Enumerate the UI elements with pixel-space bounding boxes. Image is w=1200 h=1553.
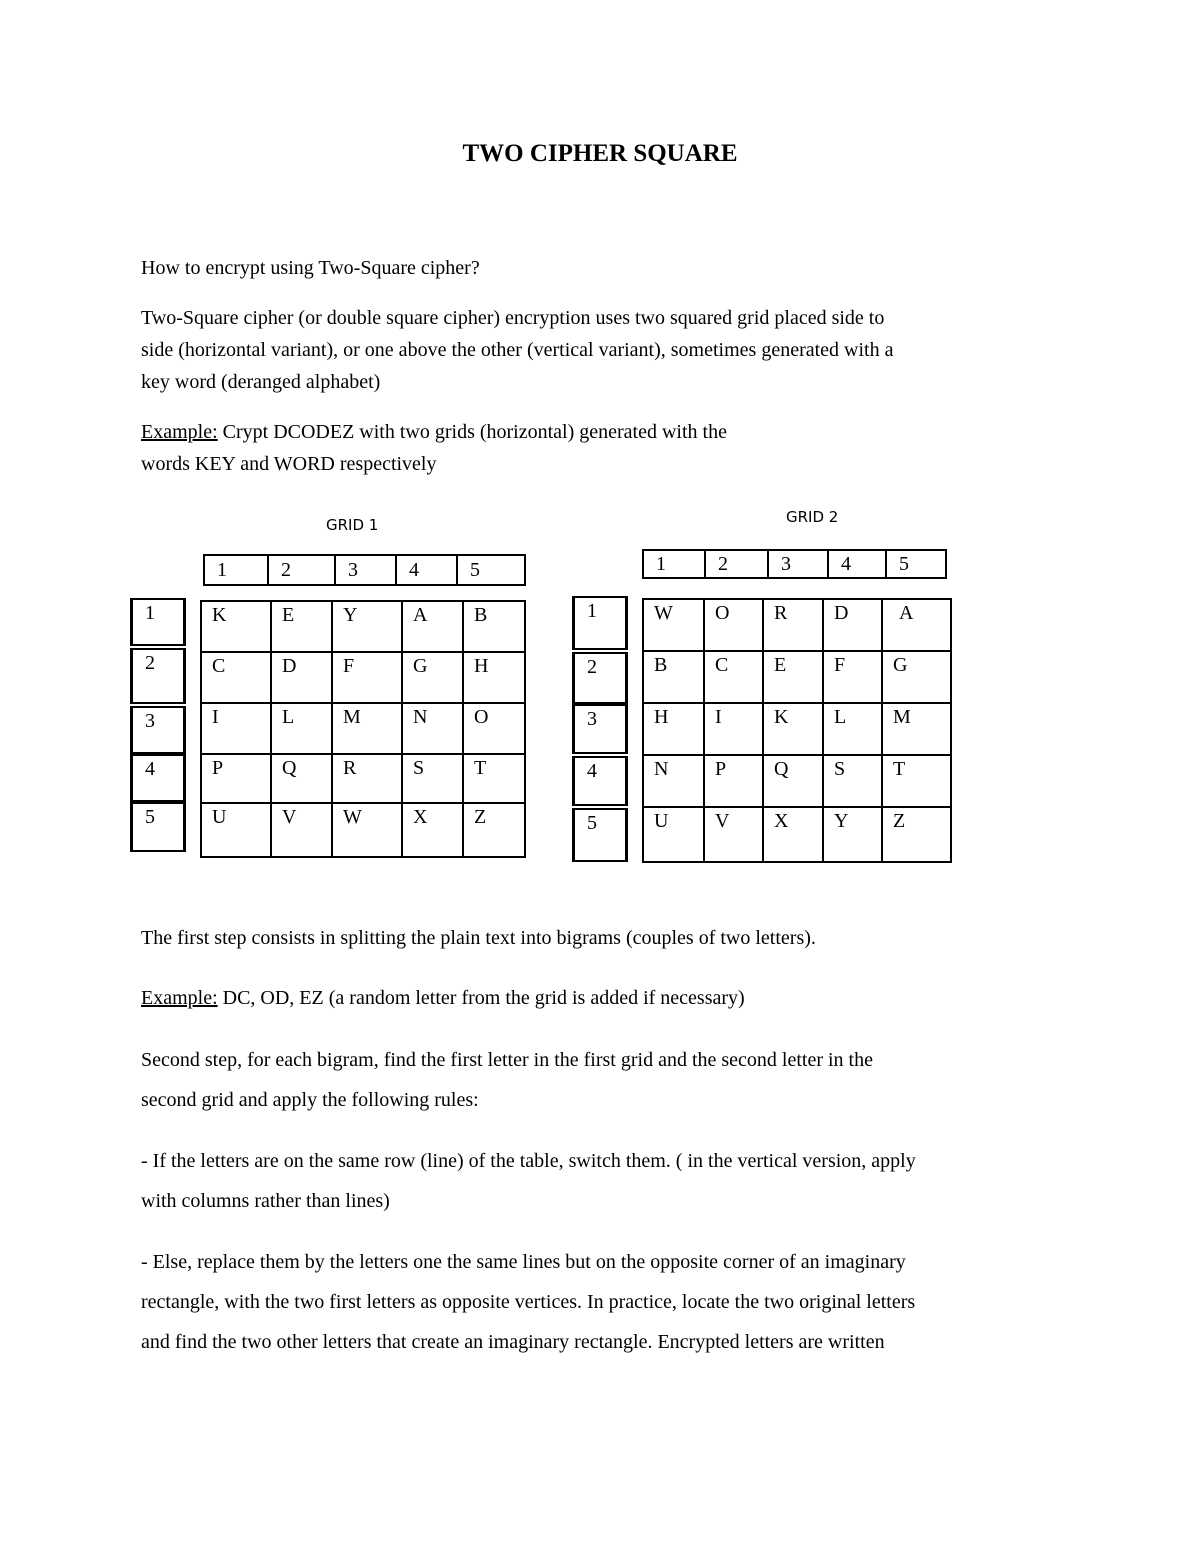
grid2-col-header: 4 — [828, 550, 886, 578]
grid1-cell: A — [402, 601, 463, 652]
grid1-cell: G — [402, 652, 463, 703]
first-step: The first step consists in splitting the plain text into bigrams (couples of two letters). — [141, 927, 816, 949]
rule-line: with columns rather than lines) — [141, 1190, 390, 1212]
grid1-cell: R — [332, 754, 402, 803]
page-title: TWO CIPHER SQUARE — [462, 140, 738, 167]
grid2-cell: A — [882, 599, 951, 651]
grid1-cell: H — [463, 652, 525, 703]
example-line: Crypt DCODEZ with two grids (horizontal) generated with the — [217, 421, 727, 443]
grid1-row-header: 3 — [130, 706, 186, 754]
rule-line: and find the two other letters that create an imaginary rectangle. Encrypted letters are written — [141, 1331, 885, 1353]
rule-rectangle — [141, 1242, 1071, 1362]
grid1-cell: U — [201, 803, 271, 857]
grid2-cell: T — [882, 755, 951, 807]
grid2-row-header: 3 — [572, 704, 628, 754]
grid2-label: GRID 2 — [786, 508, 839, 526]
second-step — [141, 1040, 1071, 1120]
grid1-cell: Z — [463, 803, 525, 857]
description-line: Two-Square cipher (or double square cipher) encryption uses two squared grid placed side to — [141, 307, 885, 329]
grid1-cell: E — [271, 601, 332, 652]
grid2-cell: S — [823, 755, 882, 807]
grid2-cell: P — [704, 755, 763, 807]
grid1-table — [200, 600, 526, 858]
second-step-line: second grid and apply the following rules: — [141, 1089, 479, 1111]
intro-description — [141, 302, 1071, 398]
grid1-cell: Q — [271, 754, 332, 803]
description-line: key word (deranged alphabet) — [141, 371, 381, 393]
grid2-cell: I — [704, 703, 763, 755]
grid2-cell: E — [763, 651, 823, 703]
rule-line: - If the letters are on the same row (line) of the table, switch them. ( in the vertical version, apply — [141, 1150, 916, 1172]
rule-same-row — [141, 1141, 1071, 1221]
intro-example — [141, 416, 1071, 480]
grid2-cell: U — [643, 807, 704, 862]
grid1-row-header: 2 — [130, 648, 186, 704]
grid1-col-header: 3 — [335, 555, 396, 585]
grid2-cell: H — [643, 703, 704, 755]
grid1-row-header: 1 — [130, 598, 186, 646]
grid2-row-header: 1 — [572, 596, 628, 650]
grid1-cell: L — [271, 703, 332, 754]
grid1-col-header: 4 — [396, 555, 457, 585]
grid2-cell: N — [643, 755, 704, 807]
grid2-cell: V — [704, 807, 763, 862]
grid1-col-header: 5 — [457, 555, 525, 585]
example-label: Example: — [141, 421, 218, 443]
grid1-col-header: 1 — [204, 555, 268, 585]
steps-example — [141, 982, 1071, 1014]
grid1-col-header: 2 — [268, 555, 335, 585]
grid1-label: GRID 1 — [326, 516, 379, 534]
grid2-table — [642, 598, 952, 863]
grid2-cell: M — [882, 703, 951, 755]
grid1-cell: C — [201, 652, 271, 703]
grid2-cell: W — [643, 599, 704, 651]
grid2-cell: K — [763, 703, 823, 755]
grid2-cell: L — [823, 703, 882, 755]
grid1-cell: W — [332, 803, 402, 857]
grid1-column-headers — [203, 554, 526, 586]
grid1-cell: S — [402, 754, 463, 803]
rule-line: rectangle, with the two first letters as opposite vertices. In practice, locate the two original letters — [141, 1291, 916, 1313]
grid2-cell: X — [763, 807, 823, 862]
grid2-column-headers — [642, 549, 947, 579]
grid2-col-header: 3 — [768, 550, 828, 578]
grid1-cell: K — [201, 601, 271, 652]
grid1-row-header: 5 — [130, 802, 186, 852]
second-step-line: Second step, for each bigram, find the first letter in the first grid and the second letter in the — [141, 1049, 873, 1071]
intro-question: How to encrypt using Two-Square cipher? — [141, 257, 480, 279]
grid2-cell: G — [882, 651, 951, 703]
grid1-cell: N — [402, 703, 463, 754]
rule-line: - Else, replace them by the letters one the same lines but on the opposite corner of an imaginary — [141, 1251, 906, 1273]
example-line: words KEY and WORD respectively — [141, 453, 437, 475]
grid1-cell: T — [463, 754, 525, 803]
grid2-col-header: 2 — [705, 550, 768, 578]
grid1-cell: M — [332, 703, 402, 754]
grid2-cell: Q — [763, 755, 823, 807]
example-text: DC, OD, EZ (a random letter from the grid is added if necessary) — [217, 987, 745, 1009]
grid2-cell: B — [643, 651, 704, 703]
grid2-cell: D — [823, 599, 882, 651]
grid2-col-header: 1 — [643, 550, 705, 578]
grid2-cell: F — [823, 651, 882, 703]
grid2-col-header: 5 — [886, 550, 946, 578]
grid1-cell: Y — [332, 601, 402, 652]
grid2-row-header: 2 — [572, 652, 628, 704]
grid1-cell: P — [201, 754, 271, 803]
grid2-cell: O — [704, 599, 763, 651]
grid1-cell: F — [332, 652, 402, 703]
description-line: side (horizontal variant), or one above the other (vertical variant), sometimes generated with a — [141, 339, 894, 361]
grid2-cell: R — [763, 599, 823, 651]
grid2-row-header: 4 — [572, 756, 628, 806]
grid1-cell: I — [201, 703, 271, 754]
grid2-cell: Y — [823, 807, 882, 862]
grid2-row-header: 5 — [572, 808, 628, 862]
example-label: Example: — [141, 987, 218, 1009]
grid1-cell: V — [271, 803, 332, 857]
grid1-row-header: 4 — [130, 754, 186, 802]
grid1-cell: D — [271, 652, 332, 703]
grid1-cell: X — [402, 803, 463, 857]
grid2-cell: Z — [882, 807, 951, 862]
grid2-cell: C — [704, 651, 763, 703]
grid1-cell: O — [463, 703, 525, 754]
grid1-cell: B — [463, 601, 525, 652]
